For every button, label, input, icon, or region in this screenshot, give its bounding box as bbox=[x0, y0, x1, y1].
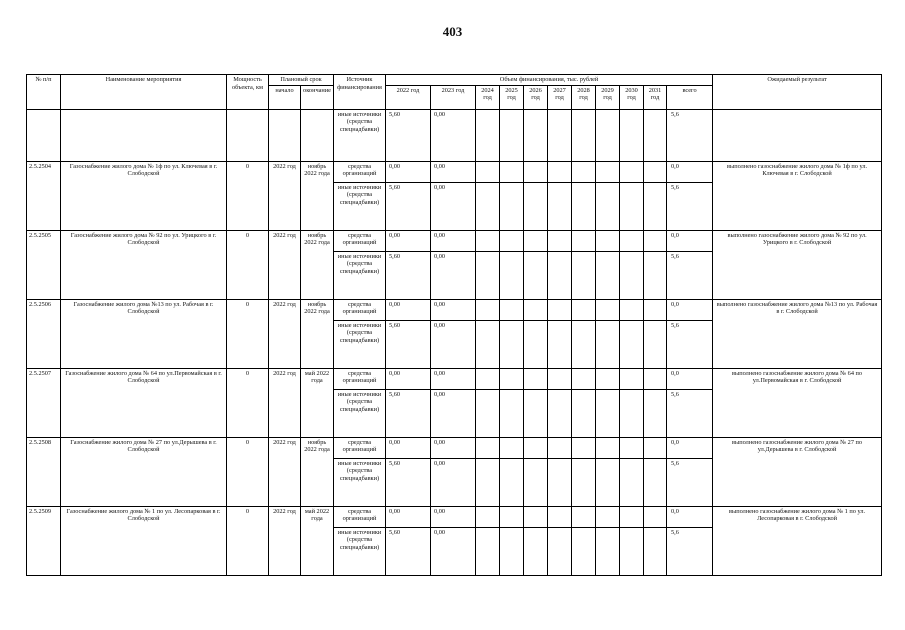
header-source: Источник финансирования bbox=[334, 75, 386, 110]
table-row bbox=[27, 230, 882, 251]
continuation-total: 5,6 bbox=[667, 109, 713, 161]
value-total: 0,0 bbox=[667, 230, 713, 251]
measure-name: Газоснабжение жилого дома №13 по ул. Рабочая в г. Слободской bbox=[61, 299, 227, 368]
empty-year-cell bbox=[644, 182, 667, 230]
header-name: Наименование мероприятия bbox=[61, 75, 227, 110]
empty-year-cell bbox=[476, 458, 500, 506]
empty-year-cell bbox=[596, 320, 620, 368]
empty-year-cell bbox=[620, 182, 644, 230]
source-other: иные источники (средства спецнадбавки) bbox=[334, 527, 386, 575]
table-row bbox=[27, 437, 882, 458]
empty-year-cell bbox=[596, 458, 620, 506]
plan-start: 2022 год bbox=[269, 161, 301, 230]
plan-start: 2022 год bbox=[269, 230, 301, 299]
continuation-source: иные источники (средства спецнадбавки) bbox=[334, 109, 386, 161]
capacity: 0 bbox=[227, 299, 269, 368]
expected-result: выполнено газоснабжение жилого дома № 1 по ул. Лесопарковая в г. Слободской bbox=[713, 506, 882, 575]
header-plan-end: окончание bbox=[301, 85, 334, 109]
table-row bbox=[27, 506, 882, 527]
value-total: 5,6 bbox=[667, 458, 713, 506]
empty-year-cell bbox=[548, 389, 572, 437]
value-2022: 5,60 bbox=[386, 527, 431, 575]
empty-year-cell bbox=[548, 299, 572, 320]
empty-year-cell bbox=[548, 161, 572, 182]
header-year-2023: 2023 год bbox=[431, 85, 476, 109]
empty-year-cell bbox=[644, 527, 667, 575]
empty-year-cell bbox=[572, 230, 596, 251]
empty-year-cell bbox=[572, 437, 596, 458]
source-organizations: средства организаций bbox=[334, 437, 386, 458]
empty-year-cell bbox=[596, 251, 620, 299]
empty-year-cell bbox=[548, 506, 572, 527]
empty-year-cell bbox=[644, 389, 667, 437]
value-total: 0,0 bbox=[667, 437, 713, 458]
empty-year-cell bbox=[644, 251, 667, 299]
empty-year-cell bbox=[476, 299, 500, 320]
empty-year-cell bbox=[596, 182, 620, 230]
empty-year-cell bbox=[548, 437, 572, 458]
empty-year-cell bbox=[596, 161, 620, 182]
value-total: 5,6 bbox=[667, 320, 713, 368]
empty-year-cell bbox=[524, 161, 548, 182]
empty-year-cell bbox=[524, 299, 548, 320]
empty-year-cell bbox=[476, 437, 500, 458]
value-2022: 5,60 bbox=[386, 251, 431, 299]
value-2023: 0,00 bbox=[431, 368, 476, 389]
expected-result: выполнено газоснабжение жилого дома № 27 по ул.Дерышева в г. Слободской bbox=[713, 437, 882, 506]
header-year-2030: 2030 год bbox=[620, 85, 644, 109]
value-2022: 0,00 bbox=[386, 437, 431, 458]
source-other: иные источники (средства спецнадбавки) bbox=[334, 251, 386, 299]
empty-year-cell bbox=[548, 368, 572, 389]
plan-end: ноябрь 2022 года bbox=[301, 437, 334, 506]
empty-year-cell bbox=[596, 299, 620, 320]
continuation-2023: 0,00 bbox=[431, 109, 476, 161]
empty-year-cell bbox=[620, 506, 644, 527]
empty-year-cell bbox=[500, 458, 524, 506]
measure-name: Газоснабжение жилого дома № 1 по ул. Лесопарковая в г. Слободской bbox=[61, 506, 227, 575]
value-total: 5,6 bbox=[667, 251, 713, 299]
value-2022: 5,60 bbox=[386, 389, 431, 437]
table-row bbox=[27, 161, 882, 182]
row-number: 2.5.2508 bbox=[27, 437, 61, 506]
empty-year-cell bbox=[644, 320, 667, 368]
empty-year-cell bbox=[500, 389, 524, 437]
header-capacity: Мощность объекта, км bbox=[227, 75, 269, 110]
empty-year-cell bbox=[524, 368, 548, 389]
plan-end: ноябрь 2022 года bbox=[301, 161, 334, 230]
empty-year-cell bbox=[548, 458, 572, 506]
capacity: 0 bbox=[227, 506, 269, 575]
source-organizations: средства организаций bbox=[334, 230, 386, 251]
measure-name: Газоснабжение жилого дома № 27 по ул.Дерышева в г. Слободской bbox=[61, 437, 227, 506]
header-year-2027: 2027 год bbox=[548, 85, 572, 109]
plan-end: май 2022 года bbox=[301, 368, 334, 437]
value-2023: 0,00 bbox=[431, 506, 476, 527]
header-year-2026: 2026 год bbox=[524, 85, 548, 109]
empty-year-cell bbox=[572, 527, 596, 575]
empty-year-cell bbox=[572, 161, 596, 182]
empty-year-cell bbox=[572, 320, 596, 368]
row-number: 2.5.2505 bbox=[27, 230, 61, 299]
financing-table bbox=[26, 74, 882, 576]
source-other: иные источники (средства спецнадбавки) bbox=[334, 389, 386, 437]
empty-year-cell bbox=[476, 230, 500, 251]
empty-year-cell bbox=[644, 230, 667, 251]
empty-year-cell bbox=[500, 182, 524, 230]
source-other: иные источники (средства спецнадбавки) bbox=[334, 182, 386, 230]
value-total: 0,0 bbox=[667, 506, 713, 527]
row-number: 2.5.2509 bbox=[27, 506, 61, 575]
header-plan-period: Плановый срок bbox=[269, 75, 334, 86]
empty-year-cell bbox=[500, 320, 524, 368]
value-2023: 0,00 bbox=[431, 458, 476, 506]
value-2022: 5,60 bbox=[386, 320, 431, 368]
value-2023: 0,00 bbox=[431, 161, 476, 182]
plan-start: 2022 год bbox=[269, 299, 301, 368]
empty-year-cell bbox=[620, 368, 644, 389]
value-2023: 0,00 bbox=[431, 182, 476, 230]
row-number: 2.5.2507 bbox=[27, 368, 61, 437]
empty-year-cell bbox=[476, 506, 500, 527]
empty-year-cell bbox=[596, 230, 620, 251]
empty-year-cell bbox=[500, 230, 524, 251]
empty-year-cell bbox=[596, 368, 620, 389]
value-total: 0,0 bbox=[667, 368, 713, 389]
empty-year-cell bbox=[476, 161, 500, 182]
empty-year-cell bbox=[620, 251, 644, 299]
empty-year-cell bbox=[644, 161, 667, 182]
header-result: Ожидаемый результат bbox=[713, 75, 882, 110]
empty-year-cell bbox=[500, 527, 524, 575]
header-row-top bbox=[27, 75, 882, 86]
source-organizations: средства организаций bbox=[334, 506, 386, 527]
value-total: 5,6 bbox=[667, 527, 713, 575]
header-year-2031: 2031 год bbox=[644, 85, 667, 109]
source-organizations: средства организаций bbox=[334, 299, 386, 320]
empty-year-cell bbox=[596, 437, 620, 458]
plan-start: 2022 год bbox=[269, 506, 301, 575]
measure-name: Газоснабжение жилого дома № 92 по ул. Урицкого в г. Слободской bbox=[61, 230, 227, 299]
empty-year-cell bbox=[596, 389, 620, 437]
empty-year-cell bbox=[500, 161, 524, 182]
empty-year-cell bbox=[620, 230, 644, 251]
row-number: 2.5.2504 bbox=[27, 161, 61, 230]
expected-result: выполнено газоснабжение жилого дома № 64 по ул.Первомайская в г. Слободской bbox=[713, 368, 882, 437]
empty-year-cell bbox=[524, 527, 548, 575]
empty-year-cell bbox=[476, 527, 500, 575]
value-2022: 5,60 bbox=[386, 182, 431, 230]
header-year-2024: 2024 год bbox=[476, 85, 500, 109]
value-2023: 0,00 bbox=[431, 437, 476, 458]
plan-start: 2022 год bbox=[269, 437, 301, 506]
capacity: 0 bbox=[227, 230, 269, 299]
value-2023: 0,00 bbox=[431, 230, 476, 251]
header-year-2022: 2022 год bbox=[386, 85, 431, 109]
empty-year-cell bbox=[572, 182, 596, 230]
value-total: 0,0 bbox=[667, 299, 713, 320]
empty-year-cell bbox=[644, 368, 667, 389]
header-plan-start: начало bbox=[269, 85, 301, 109]
value-total: 5,6 bbox=[667, 182, 713, 230]
empty-year-cell bbox=[620, 320, 644, 368]
empty-year-cell bbox=[572, 506, 596, 527]
source-other: иные источники (средства спецнадбавки) bbox=[334, 320, 386, 368]
empty-year-cell bbox=[644, 437, 667, 458]
expected-result: выполнено газоснабжение жилого дома № 92 по ул. Урицкого в г. Слободской bbox=[713, 230, 882, 299]
empty-year-cell bbox=[476, 320, 500, 368]
empty-year-cell bbox=[596, 527, 620, 575]
value-2022: 0,00 bbox=[386, 368, 431, 389]
empty-year-cell bbox=[548, 251, 572, 299]
empty-year-cell bbox=[524, 506, 548, 527]
measure-name: Газоснабжение жилого дома № 1ф по ул. Ключевая в г. Слободской bbox=[61, 161, 227, 230]
source-organizations: средства организаций bbox=[334, 161, 386, 182]
empty-year-cell bbox=[524, 320, 548, 368]
empty-year-cell bbox=[476, 389, 500, 437]
value-2023: 0,00 bbox=[431, 527, 476, 575]
plan-end: ноябрь 2022 года bbox=[301, 299, 334, 368]
empty-year-cell bbox=[476, 251, 500, 299]
empty-year-cell bbox=[500, 437, 524, 458]
header-year-2028: 2028 год bbox=[572, 85, 596, 109]
plan-end: май 2022 года bbox=[301, 506, 334, 575]
empty-year-cell bbox=[548, 527, 572, 575]
capacity: 0 bbox=[227, 437, 269, 506]
empty-year-cell bbox=[572, 368, 596, 389]
empty-year-cell bbox=[620, 389, 644, 437]
empty-year-cell bbox=[500, 299, 524, 320]
value-2023: 0,00 bbox=[431, 251, 476, 299]
empty-year-cell bbox=[572, 458, 596, 506]
empty-year-cell bbox=[524, 389, 548, 437]
capacity: 0 bbox=[227, 161, 269, 230]
empty-year-cell bbox=[524, 182, 548, 230]
plan-end: ноябрь 2022 года bbox=[301, 230, 334, 299]
empty-year-cell bbox=[644, 506, 667, 527]
header-total: всего bbox=[667, 85, 713, 109]
row-number: 2.5.2506 bbox=[27, 299, 61, 368]
value-2023: 0,00 bbox=[431, 389, 476, 437]
continuation-2022: 5,60 bbox=[386, 109, 431, 161]
value-2022: 0,00 bbox=[386, 506, 431, 527]
empty-year-cell bbox=[548, 320, 572, 368]
empty-year-cell bbox=[572, 251, 596, 299]
empty-year-cell bbox=[620, 299, 644, 320]
capacity: 0 bbox=[227, 368, 269, 437]
table-row bbox=[27, 368, 882, 389]
value-total: 0,0 bbox=[667, 161, 713, 182]
value-2022: 0,00 bbox=[386, 230, 431, 251]
header-year-2029: 2029 год bbox=[596, 85, 620, 109]
value-2022: 0,00 bbox=[386, 299, 431, 320]
empty-year-cell bbox=[548, 182, 572, 230]
empty-year-cell bbox=[476, 182, 500, 230]
empty-year-cell bbox=[620, 527, 644, 575]
plan-start: 2022 год bbox=[269, 368, 301, 437]
empty-year-cell bbox=[524, 251, 548, 299]
source-other: иные источники (средства спецнадбавки) bbox=[334, 458, 386, 506]
header-num: № п/п bbox=[27, 75, 61, 110]
value-2022: 5,60 bbox=[386, 458, 431, 506]
empty-year-cell bbox=[572, 299, 596, 320]
empty-year-cell bbox=[500, 368, 524, 389]
value-2023: 0,00 bbox=[431, 299, 476, 320]
empty-year-cell bbox=[620, 437, 644, 458]
header-year-2025: 2025 год bbox=[500, 85, 524, 109]
measure-name: Газоснабжение жилого дома № 64 по ул.Первомайская в г. Слободской bbox=[61, 368, 227, 437]
empty-year-cell bbox=[524, 230, 548, 251]
empty-year-cell bbox=[620, 458, 644, 506]
empty-year-cell bbox=[524, 437, 548, 458]
source-organizations: средства организаций bbox=[334, 368, 386, 389]
header-volume: Объем финансирования, тыс. рублей bbox=[386, 75, 713, 86]
value-2023: 0,00 bbox=[431, 320, 476, 368]
expected-result: выполнено газоснабжение жилого дома № 1ф по ул. Ключевая в г. Слободской bbox=[713, 161, 882, 230]
empty-year-cell bbox=[572, 389, 596, 437]
empty-year-cell bbox=[548, 230, 572, 251]
value-2022: 0,00 bbox=[386, 161, 431, 182]
empty-year-cell bbox=[476, 368, 500, 389]
expected-result: выполнено газоснабжение жилого дома №13 по ул. Рабочая в г. Слободской bbox=[713, 299, 882, 368]
empty-year-cell bbox=[500, 251, 524, 299]
empty-year-cell bbox=[500, 506, 524, 527]
empty-year-cell bbox=[620, 161, 644, 182]
empty-year-cell bbox=[524, 458, 548, 506]
empty-year-cell bbox=[596, 506, 620, 527]
empty-year-cell bbox=[644, 299, 667, 320]
empty-year-cell bbox=[644, 458, 667, 506]
value-total: 5,6 bbox=[667, 389, 713, 437]
continuation-row bbox=[27, 109, 882, 161]
page-number: 403 bbox=[442, 24, 463, 39]
table-row bbox=[27, 299, 882, 320]
